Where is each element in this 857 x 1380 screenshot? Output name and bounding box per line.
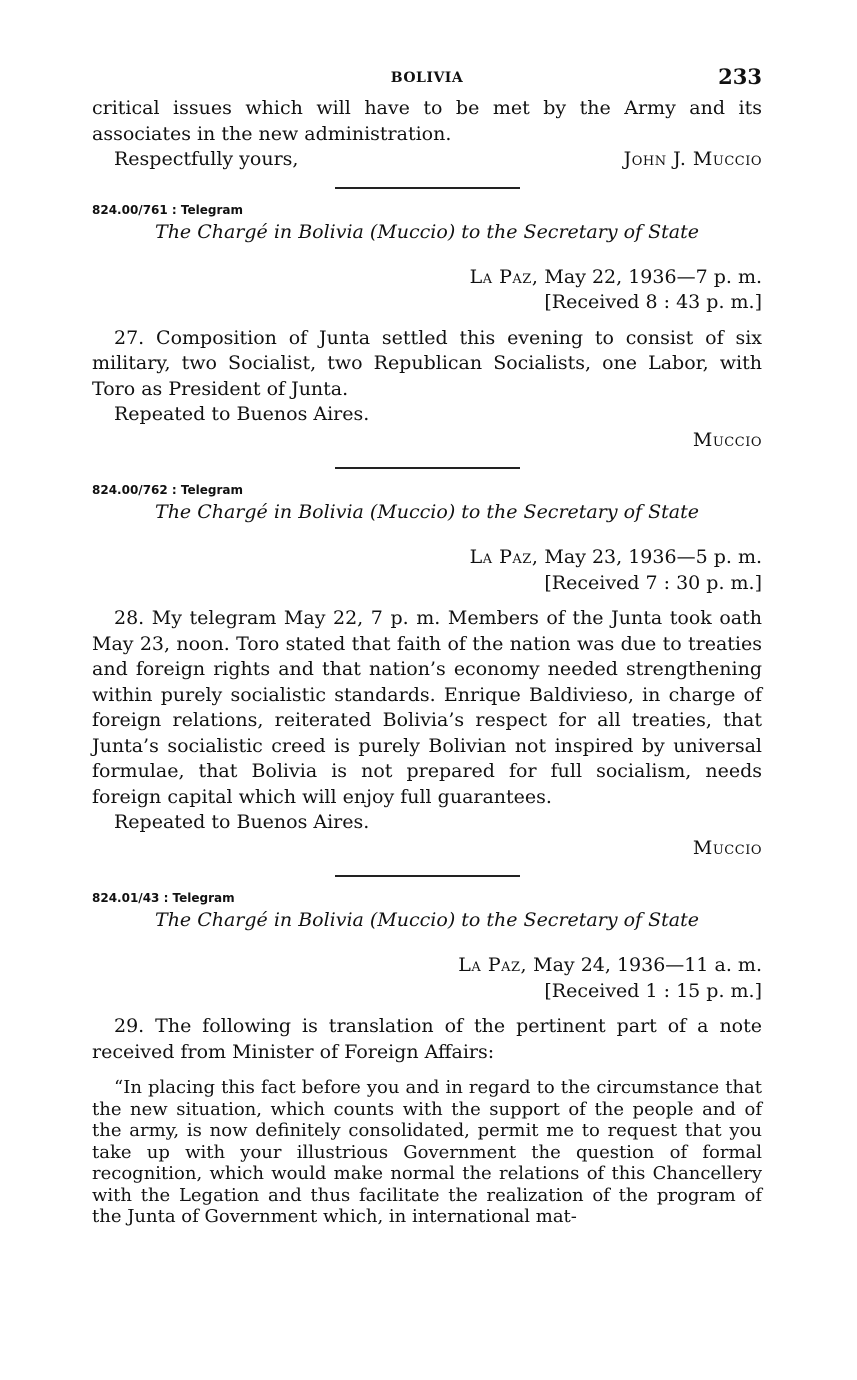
quoted-note: “In placing this fact before you and in regard to the circumstance that the new situation, which counts with the support of the people and of the army, is now definitely consolidated, permit me to request that you take up with your illustrious Government the question of formal recognition, which would make normal the relations of this Chancellery with the Legation and thus facilitate the realization of the program of the Junta of Government which, in international mat- bbox=[92, 1077, 762, 1227]
running-head-title: BOLIVIA bbox=[390, 70, 464, 86]
dateline-place: La Paz, bbox=[458, 954, 528, 976]
telegram-body: 27. Composition of Junta settled this evening to consist of six military, two Socialist, two Republican Socialists, one Labor, with Toro as President of Junta. bbox=[92, 326, 762, 400]
running-head bbox=[92, 62, 762, 96]
document-heading: The Chargé in Bolivia (Muccio) to the Secretary of State bbox=[155, 909, 699, 931]
repeated-note: Repeated to Buenos Aires. bbox=[114, 811, 370, 833]
signature: Muccio bbox=[692, 428, 762, 451]
document-heading: The Chargé in Bolivia (Muccio) to the Secretary of State bbox=[155, 220, 699, 243]
dateline-date: May 23, 1936—5 p. m. bbox=[544, 546, 762, 568]
file-number: 824.00/762 : Telegram bbox=[92, 483, 243, 497]
telegram-document bbox=[92, 203, 762, 454]
section-divider bbox=[335, 467, 520, 469]
received-line: [Received 8 : 43 p. m.] bbox=[544, 291, 762, 313]
closing-line bbox=[92, 147, 762, 173]
received-line: [Received 7 : 30 p. m.] bbox=[544, 571, 762, 594]
dateline bbox=[92, 953, 762, 979]
continuation-section bbox=[92, 96, 762, 173]
dateline-place: La Paz, bbox=[469, 265, 539, 288]
document-heading: The Chargé in Bolivia (Muccio) to the Secretary of State bbox=[155, 501, 699, 523]
dateline-date: May 22, 1936—7 p. m. bbox=[544, 265, 762, 288]
page-number: 233 bbox=[718, 64, 762, 89]
file-number: 824.00/761 : Telegram bbox=[92, 202, 243, 217]
section-divider bbox=[335, 875, 520, 877]
dateline bbox=[92, 265, 762, 291]
signature: John J. Muccio bbox=[623, 148, 762, 170]
repeated-note: Repeated to Buenos Aires. bbox=[114, 403, 370, 425]
section-divider bbox=[335, 187, 520, 189]
telegram-document bbox=[92, 891, 762, 1228]
received-line: [Received 1 : 15 p. m.] bbox=[544, 979, 762, 1002]
dateline-place: La Paz, bbox=[469, 546, 539, 568]
dateline-date: May 24, 1936—11 a. m. bbox=[533, 954, 762, 976]
file-number: 824.01/43 : Telegram bbox=[92, 891, 235, 905]
closing-text: Respectfully yours, bbox=[114, 148, 299, 170]
telegram-document bbox=[92, 483, 762, 861]
document-page bbox=[92, 62, 762, 1228]
telegram-body: 29. The following is translation of the pertinent part of a note received from Minister of Foreign Affairs: bbox=[92, 1015, 762, 1063]
telegram-body: 28. My telegram May 22, 7 p. m. Members of the Junta took oath May 23, noon. Toro stated that faith of the nation was due to treaties and foreign rights and that nation’s economy needed strengthening within purely socialistic standards. Enrique Baldivieso, in charge of foreign relations, reiterated Bolivia’s respect for all treaties, that Junta’s socialistic creed is purely Bolivian not inspired by universal formulae, that Bolivia is not prepared for full socialism, needs foreign capital which will enjoy full guarantees. bbox=[92, 607, 762, 808]
signature: Muccio bbox=[692, 836, 762, 859]
dateline bbox=[92, 545, 762, 571]
continuation-paragraph: critical issues which will have to be met by the Army and its associates in the new administration. bbox=[92, 97, 762, 145]
